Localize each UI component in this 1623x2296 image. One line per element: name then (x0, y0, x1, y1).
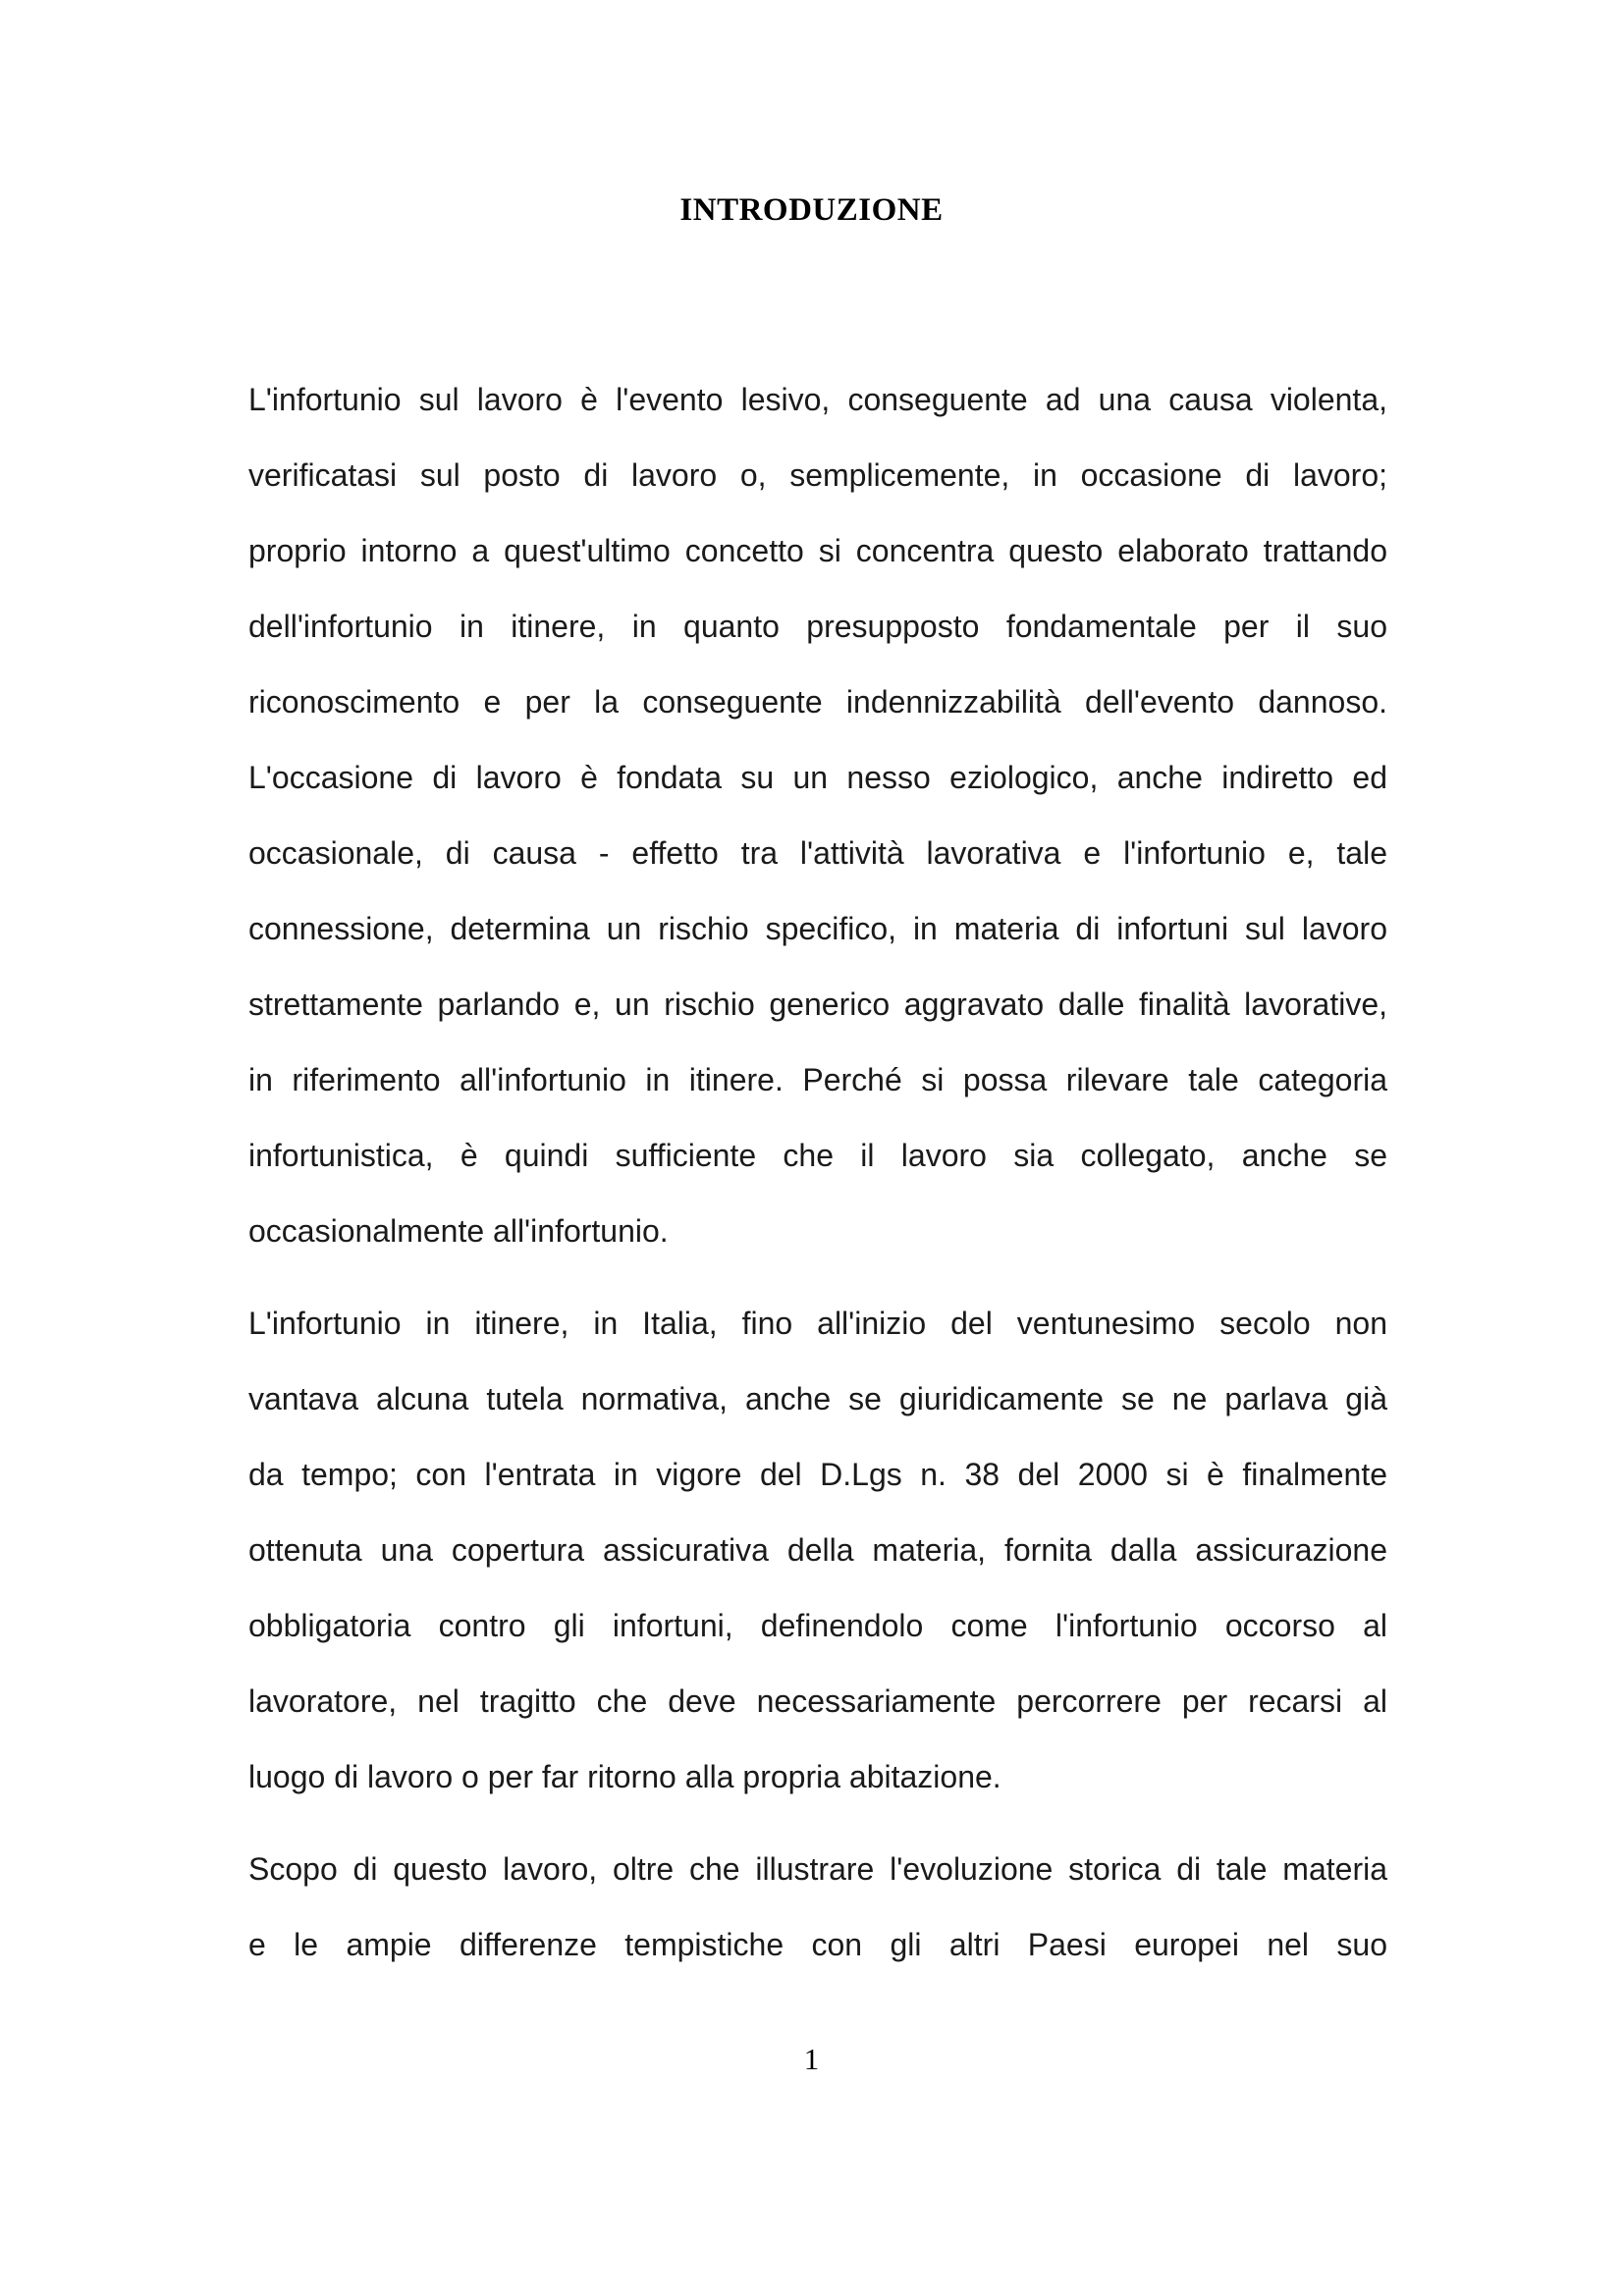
text-line: occasionale, di causa - effetto tra l'attività lavorativa e l'infortunio e, tale (248, 835, 1387, 871)
text-line: L'occasione di lavoro è fondata su un nesso eziologico, anche indiretto ed (248, 760, 1387, 795)
text-line: dell'infortunio in itinere, in quanto presupposto fondamentale per il suo (248, 609, 1387, 644)
text-line: strettamente parlando e, un rischio generico aggravato dalle finalità lavorative, (248, 987, 1387, 1022)
paragraph-1 (248, 362, 1387, 1269)
text-line: vantava alcuna tutela normativa, anche se giuridicamente se ne parlava già (248, 1381, 1387, 1416)
text-line: ottenuta una copertura assicurativa della materia, fornita dalla assicurazione (248, 1532, 1387, 1568)
text-line: lavoratore, nel tragitto che deve necessariamente percorrere per recarsi al (248, 1683, 1387, 1719)
page-title: INTRODUZIONE (679, 192, 944, 228)
text-line: in riferimento all'infortunio in itinere. Perché si possa rilevare tale categoria (248, 1062, 1387, 1097)
text-line: L'infortunio sul lavoro è l'evento lesivo, conseguente ad una causa violenta, (248, 382, 1387, 417)
text-line: riconoscimento e per la conseguente indennizzabilità dell'evento dannoso. (248, 684, 1387, 720)
page-number: 1 (803, 2042, 820, 2076)
text-line: e le ampie differenze tempistiche con gli altri Paesi europei nel suo (248, 1927, 1387, 1962)
paragraph-2 (248, 1286, 1387, 1815)
text-line: connessione, determina un rischio specifico, in materia di infortuni sul lavoro (248, 911, 1387, 946)
text-line: Scopo di questo lavoro, oltre che illustrare l'evoluzione storica di tale materia (248, 1851, 1387, 1887)
text-line: L'infortunio in itinere, in Italia, fino all'inizio del ventunesimo secolo non (248, 1306, 1387, 1341)
text-line: obbligatoria contro gli infortuni, definendolo come l'infortunio occorso al (248, 1608, 1387, 1643)
body-text (248, 362, 1387, 1983)
text-line: infortunistica, è quindi sufficiente che il lavoro sia collegato, anche se (248, 1138, 1387, 1173)
text-line: luogo di lavoro o per far ritorno alla propria abitazione. (248, 1759, 1001, 1794)
text-line: da tempo; con l'entrata in vigore del D.Lgs n. 38 del 2000 si è finalmente (248, 1457, 1387, 1492)
text-line: proprio intorno a quest'ultimo concetto si concentra questo elaborato trattando (248, 533, 1387, 568)
text-line: occasionalmente all'infortunio. (248, 1213, 669, 1249)
text-line: verificatasi sul posto di lavoro o, semplicemente, in occasione di lavoro; (248, 457, 1387, 493)
paragraph-3 (248, 1832, 1387, 1983)
